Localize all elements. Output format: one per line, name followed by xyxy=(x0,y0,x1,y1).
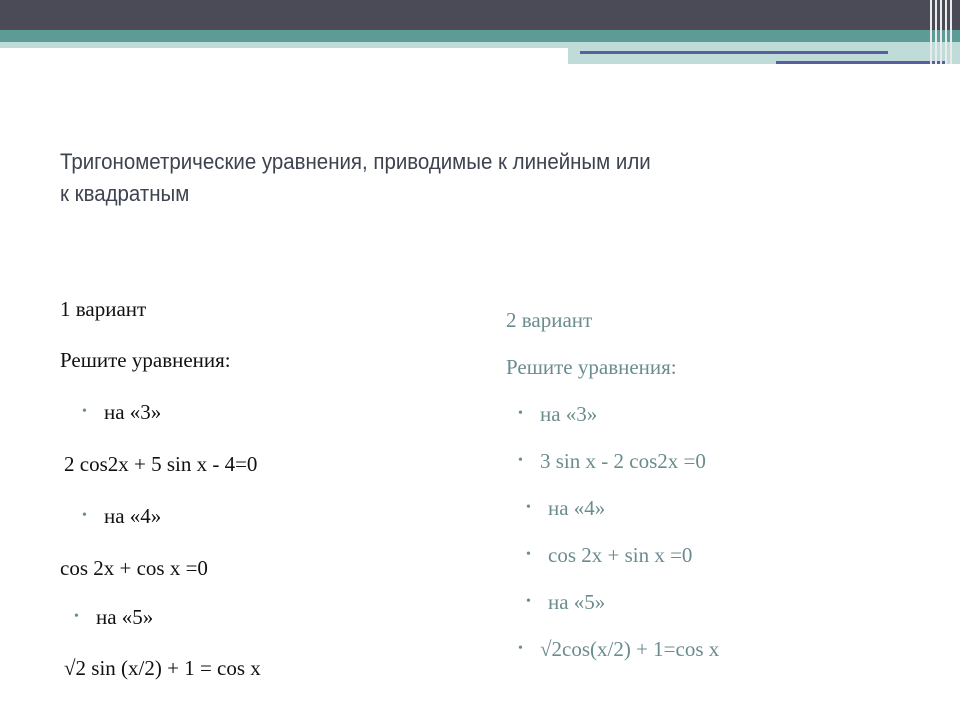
variant-1-item: • на «4» xyxy=(104,504,161,529)
variant-2-item: • cos 2x + sin x =0 xyxy=(548,543,692,568)
variant-1-item: 2 cos2x + 5 sin x - 4=0 xyxy=(64,452,258,476)
variant-2-instruction: Решите уравнения: xyxy=(506,355,677,379)
header-dark-bar xyxy=(0,0,960,30)
variant-1-item: • на «5» xyxy=(96,605,153,630)
variant-2-header: 2 вариант xyxy=(506,308,593,332)
header-accent-line-2 xyxy=(776,61,946,64)
header-teal-band xyxy=(0,30,960,42)
variant-1-item: • на «3» xyxy=(104,400,161,425)
variant-2-item: • на «5» xyxy=(548,590,605,615)
slide-title-line-2: к квадратным xyxy=(60,181,190,206)
slide-title-line-1: Тригонометрические уравнения, приводимые к линейным или xyxy=(60,149,651,174)
variant-2-item: • 3 sin x - 2 cos2x =0 xyxy=(540,449,706,474)
variant-1-instruction: Решите уравнения: xyxy=(60,348,231,372)
variant-2-item: • на «3» xyxy=(540,402,597,427)
variant-1-item: cos 2x + cos x =0 xyxy=(60,556,208,580)
variant-1-item: √2 sin (x/2) + 1 = cos x xyxy=(64,656,261,680)
slide-title xyxy=(60,146,711,210)
header-accent-line-1 xyxy=(580,51,888,54)
variant-1-header: 1 вариант xyxy=(60,297,147,321)
header-light-band-left xyxy=(0,42,568,48)
header-stripes xyxy=(930,0,960,64)
variant-2-item: • √2cos(x/2) + 1=cos x xyxy=(540,637,719,662)
variant-2-item: • на «4» xyxy=(548,496,605,521)
